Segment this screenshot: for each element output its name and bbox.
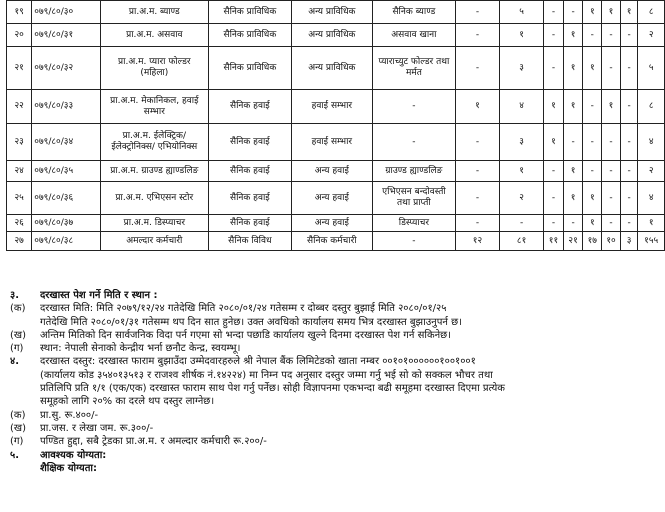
count-cell: ३ [620,232,638,251]
sn-cell: २६ [7,215,32,232]
count-cell: - [602,124,621,161]
ga-line: (ग) स्थान: नेपाली सेनाको केन्द्रीय भर्ना छनौट केन्द्र, स्वयम्भू। [10,343,241,355]
group-cell: अन्य हवाई [291,182,372,215]
count-cell: - [620,182,638,215]
code-cell: ०७९/८०/३७ [32,215,100,232]
subgroup-cell: एभिएसन बन्दोवस्ती तथा प्राप्ती [372,182,455,215]
code-cell: ०७९/८०/३२ [32,47,100,90]
table-row [7,24,665,47]
code-cell: ०७९/८०/३५ [32,161,100,182]
count-cell: ८१ [500,232,544,251]
post-cell: प्रा.अ.म. ईलेक्ट्रिक/ ईलेक्ट्रोनिक्स/ एभियोनिक्स [100,124,208,161]
count-cell: - [583,24,602,47]
total-cell: १ [638,215,665,232]
count-cell: - [455,24,499,47]
count-cell: ४ [500,90,544,124]
count-cell: - [602,182,621,215]
subgroup-cell: - [372,124,455,161]
total-cell: ४ [638,182,665,215]
count-cell: - [620,124,638,161]
section-4-line-1: ४. दरखास्त दस्तुर: दरखास्त फाराम बुझाउँदा उम्मेदवारहरुले श्री नेपाल बैंक लिमिटेडको खाता नम्बर ००१०१००००००१००१००१ [10,356,476,368]
fee-ka: (क) प्रा.सु. रू.४००/- [10,409,99,421]
count-cell: - [544,161,564,182]
service-cell: सैनिक विविध [208,232,291,251]
total-cell: १५५ [638,232,665,251]
count-cell: - [602,161,621,182]
post-cell: प्रा.अ.म. एभिएसन स्टोर [100,182,208,215]
count-cell: १ [583,182,602,215]
count-cell: - [620,90,638,124]
count-cell: - [500,215,544,232]
count-cell: - [544,182,564,215]
service-cell: सैनिक हवाई [208,182,291,215]
fee-ga: (ग) पण्डित हुद्दा, सबै ट्रेडका प्रा.अ.म. र अमल्दार कर्मचारी रू.२००/- [10,436,267,448]
sn-cell: १९ [7,1,32,24]
code-cell: ०७९/८०/३४ [32,124,100,161]
table-row [7,232,665,251]
total-cell: २ [638,161,665,182]
service-cell: सैनिक प्राविधिक [208,24,291,47]
count-cell: १ [500,24,544,47]
code-cell: ०७९/८०/३८ [32,232,100,251]
count-cell: - [544,1,564,24]
post-cell: प्रा.अ.म. प्यारा फोल्डर (महिला) [100,47,208,90]
post-cell: प्रा.अ.म. मेकानिकल, हवाई सम्भार [100,90,208,124]
subgroup-cell: असवाव खाना [372,24,455,47]
count-cell: १ [583,47,602,90]
count-cell: - [620,161,638,182]
sn-cell: २४ [7,161,32,182]
section-5-subheading: शैक्षिक योग्यता: [40,462,98,474]
service-cell: सैनिक प्राविधिक [208,1,291,24]
subgroup-cell: डिस्प्याचर [372,215,455,232]
section-4-line-4: समूहको लागि २०% का दरले थप दस्तुर लाग्नेछ। [40,396,215,408]
sn-cell: २२ [7,90,32,124]
count-cell: १ [602,90,621,124]
count-cell: - [563,124,583,161]
count-cell: १ [563,182,583,215]
subgroup-cell: - [372,232,455,251]
group-cell: हवाई सम्भार [291,124,372,161]
vacancy-table [6,0,665,251]
count-cell: ३ [500,124,544,161]
count-cell: १ [620,1,638,24]
count-cell: २१ [563,232,583,251]
count-cell: १७ [583,232,602,251]
count-cell: - [455,161,499,182]
group-cell: अन्य प्राविधिक [291,1,372,24]
count-cell: १ [544,124,564,161]
total-cell: ८ [638,90,665,124]
count-cell: २ [500,182,544,215]
table-row [7,215,665,232]
count-cell: - [583,124,602,161]
service-cell: सैनिक हवाई [208,215,291,232]
count-cell: - [544,24,564,47]
group-cell: हवाई सम्भार [291,90,372,124]
group-cell: अन्य प्राविधिक [291,47,372,90]
total-cell: २ [638,24,665,47]
count-cell: - [455,124,499,161]
count-cell: - [563,1,583,24]
sn-cell: २५ [7,182,32,215]
table-row [7,182,665,215]
total-cell: ५ [638,47,665,90]
notice-body [10,289,662,475]
code-cell: ०७९/८०/३६ [32,182,100,215]
section-4-line-3: प्रतिलिपि प्रति १/१ (एक/एक) दरखास्त फाराम साथ पेश गर्नु पर्नेछ। सोही विज्ञापनमा एकभन्दा बढी समूहमा दरखास्त दिएमा प्रत्येक [40,383,505,395]
count-cell: १ [563,90,583,124]
post-cell: अमल्दार कर्मचारी [100,232,208,251]
service-cell: सैनिक हवाई [208,90,291,124]
subgroup-cell: ग्राउण्ड ह्याण्डलिङ [372,161,455,182]
count-cell: १ [602,1,621,24]
service-cell: सैनिक हवाई [208,161,291,182]
count-cell: ११ [544,232,564,251]
count-cell: - [620,47,638,90]
count-cell: १ [583,1,602,24]
count-cell: ५ [500,1,544,24]
section-4-line-2: (कार्यालय कोड ३५४०१३५१३ र राजश्व शीर्षक नं.१४२२४) मा निम्न पद अनुसार दस्तुर जम्मा गर्नु भई सो को सक्कल भौचर तथा [40,369,493,381]
sn-cell: २७ [7,232,32,251]
count-cell: - [544,47,564,90]
sn-cell: २० [7,24,32,47]
count-cell: - [455,47,499,90]
count-cell: १ [563,24,583,47]
subgroup-cell: सैनिक ब्याण्ड [372,1,455,24]
code-cell: ०७९/८०/३३ [32,90,100,124]
count-cell: - [563,215,583,232]
count-cell: १ [583,215,602,232]
count-cell: ३ [500,47,544,90]
count-cell: - [602,47,621,90]
service-cell: सैनिक हवाई [208,124,291,161]
total-cell: ८ [638,1,665,24]
count-cell: १ [500,161,544,182]
count-cell: १ [544,90,564,124]
group-cell: अन्य हवाई [291,215,372,232]
group-cell: अन्य प्राविधिक [291,24,372,47]
table-row [7,124,665,161]
subgroup-cell: - [372,90,455,124]
sn-cell: २३ [7,124,32,161]
section-3-heading: ३. दरखास्त पेश गर्ने मिति र स्थान : [10,290,158,301]
count-cell: १२ [455,232,499,251]
post-cell: प्रा.अ.म. ग्राउण्ड ह्याण्डलिङ [100,161,208,182]
table-row [7,161,665,182]
count-cell: - [583,161,602,182]
table-row [7,47,665,90]
count-cell: १ [455,90,499,124]
count-cell: १ [563,47,583,90]
count-cell: १० [602,232,621,251]
count-cell: - [544,215,564,232]
count-cell: - [583,90,602,124]
count-cell: - [620,215,638,232]
group-cell: सैनिक कर्मचारी [291,232,372,251]
post-cell: प्रा.अ.म. ब्याण्ड [100,1,208,24]
count-cell: - [455,182,499,215]
sn-cell: २१ [7,47,32,90]
count-cell: १ [563,161,583,182]
group-cell: अन्य हवाई [291,161,372,182]
count-cell: - [455,215,499,232]
subgroup-cell: प्याराच्युट फोल्डर तथा मर्मत [372,47,455,90]
kha-line: (ख) अन्तिम मितिको दिन सार्वजनिक विदा पर्न गएमा सो भन्दा पछाडि कार्यालय खुल्ने दिनमा दरखास्त पेश गर्न सकिनेछ। [10,329,451,341]
section-5-heading: ५. आवश्यक योग्यता: [10,449,107,461]
post-cell: प्रा.अ.म. असवाव [100,24,208,47]
ka-line-2: गतेदेखि मिति २०८०/०१/३१ गतेसम्म थप दिन सात हुनेछ। उक्त अवधिको कार्यालय समय भित्र दरखास्त बुझाउनुपर्न छ। [40,316,462,328]
table-row [7,1,665,24]
count-cell: - [620,24,638,47]
count-cell: - [602,24,621,47]
code-cell: ०७९/८०/३१ [32,24,100,47]
ka-line-1: (क) दरखास्त मिति: मिति २०७९/१२/२४ गतेदेखि मिति २०८०/०१/२४ गतेसम्म र दोब्बर दस्तुर बुझाई मिति २०८०/०१/२५ [10,303,447,315]
post-cell: प्रा.अ.म. डिस्प्याचर [100,215,208,232]
total-cell: ४ [638,124,665,161]
table-row [7,90,665,124]
count-cell: - [602,215,621,232]
service-cell: सैनिक प्राविधिक [208,47,291,90]
count-cell: - [455,1,499,24]
code-cell: ०७९/८०/३० [32,1,100,24]
fee-kha: (ख) प्रा.जस. र लेखा जम. रू.३००/- [10,422,154,434]
